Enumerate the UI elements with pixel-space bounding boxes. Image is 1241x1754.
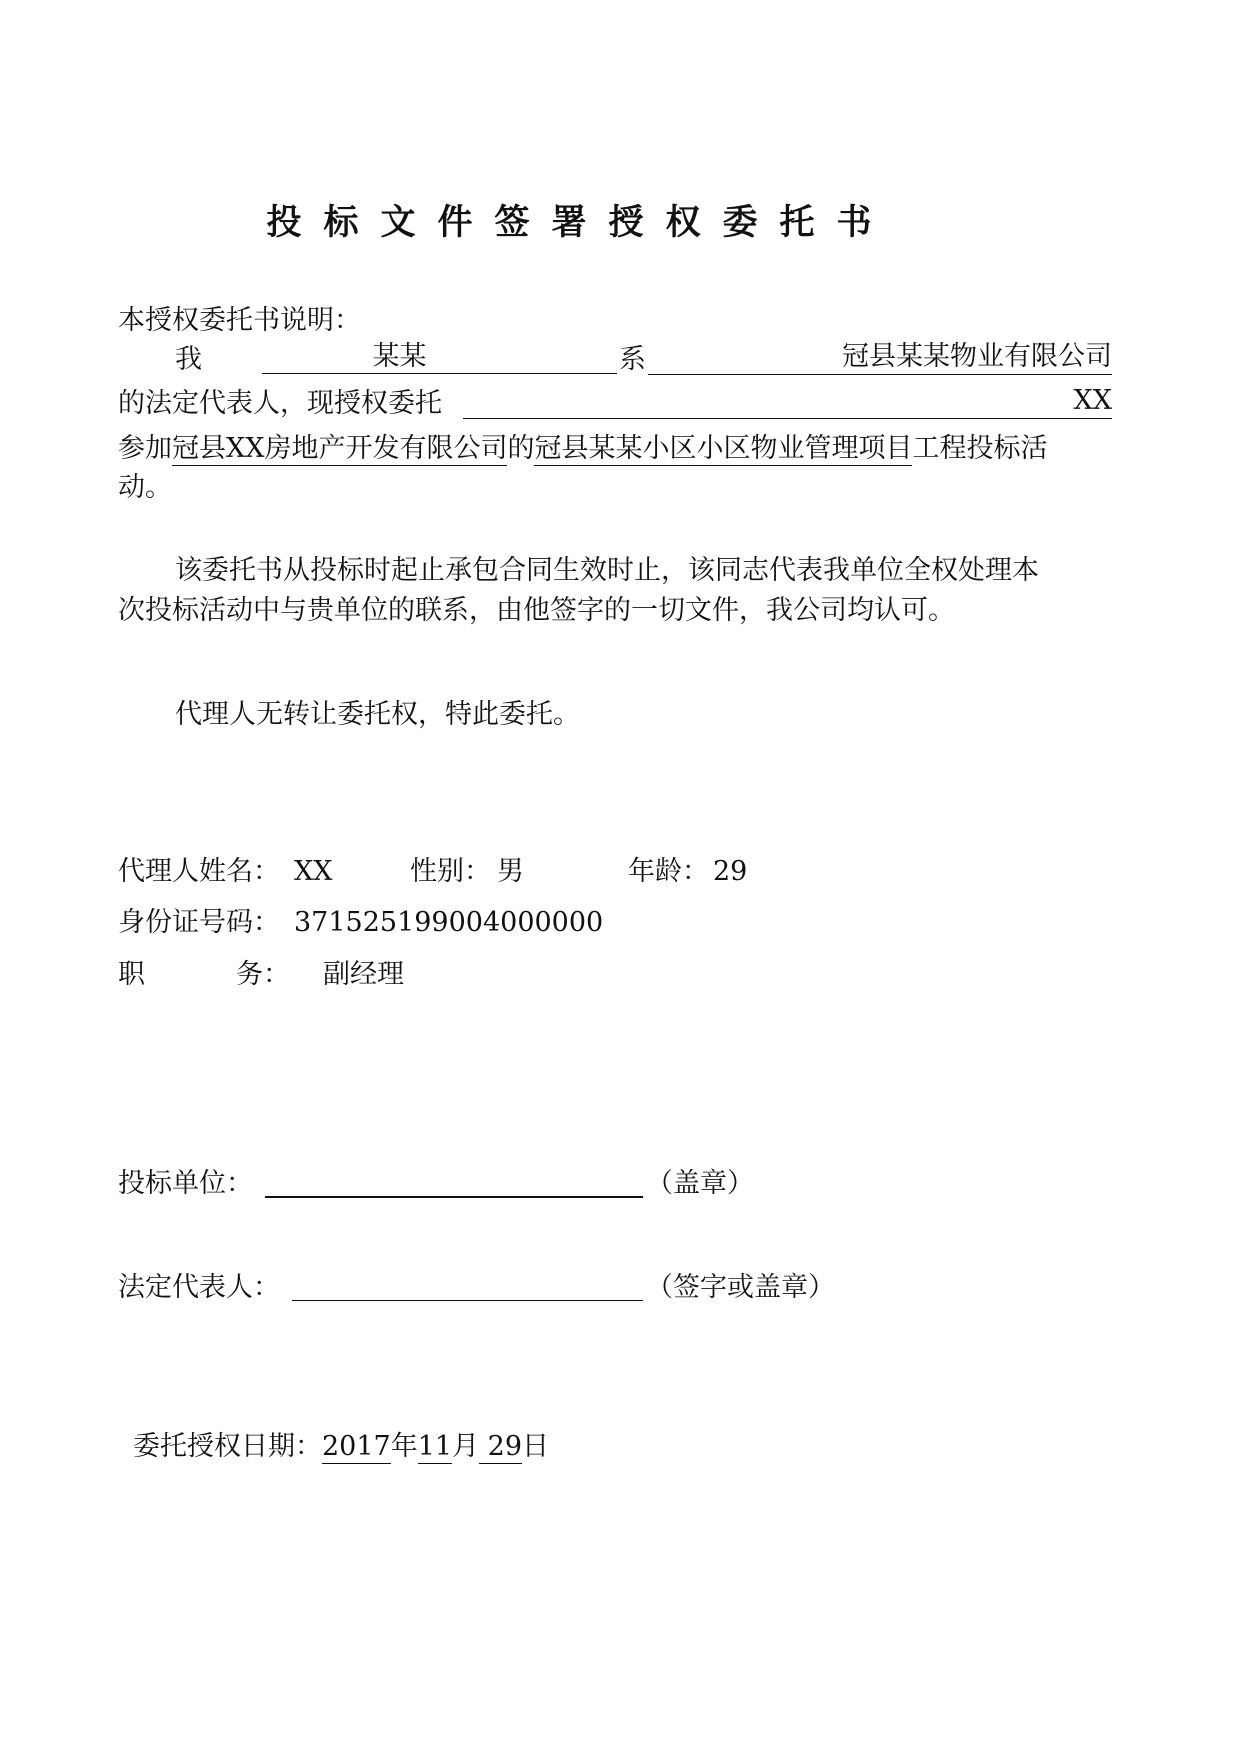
- agent-position-label-1: 职: [118, 959, 145, 990]
- p1-legal-rep-text: 的法定代表人，现授权委托: [118, 388, 442, 419]
- legal-rep-label: 法定代表人：: [118, 1272, 280, 1303]
- p1-line1: [0, 340, 1241, 380]
- p2-line1: 该委托书从投标时起止承包合同生效时止，该同志代表我单位全权处理本: [175, 555, 1039, 586]
- date-day-unit: 日: [522, 1431, 550, 1462]
- bidder-row: [0, 1164, 1241, 1204]
- p1-activity: 工程投标活: [912, 433, 1048, 464]
- agent-id-row: [0, 903, 1241, 943]
- agent-age-label: 年龄：: [628, 856, 709, 887]
- p1-project: 冠县某某小区小区物业管理项目: [534, 433, 913, 464]
- date-month-unit: 月: [452, 1431, 480, 1462]
- agent-id-label: 身份证号码：: [118, 907, 280, 938]
- agent-position-value: 副经理: [323, 959, 404, 990]
- date-row: [133, 1427, 549, 1467]
- p1-de: 的: [507, 433, 535, 464]
- document-title: 投标文件签署授权委托书: [266, 203, 894, 243]
- p1-activity-end: 动。: [118, 472, 172, 503]
- agent-position-row: [0, 955, 1241, 995]
- p3-text: 代理人无转让委托权，特此委托。: [175, 699, 580, 730]
- p1-wo: 我: [175, 344, 202, 375]
- legal-rep-note: （签字或盖章）: [646, 1272, 835, 1303]
- bidder-blank-line: [265, 1170, 643, 1198]
- bidder-note: （盖章）: [646, 1168, 754, 1199]
- legal-rep-row: [0, 1268, 1241, 1308]
- legal-rep-blank-line: [292, 1274, 643, 1301]
- p1-participate: 参加: [118, 433, 172, 464]
- agent-name-value: XX: [294, 856, 333, 887]
- agent-gender-label: 性别：: [410, 856, 491, 887]
- date-year-unit: 年: [390, 1431, 418, 1462]
- agent-gender-value: 男: [497, 856, 524, 887]
- p1-line3: [118, 429, 1047, 469]
- date-year: 2017: [322, 1431, 391, 1462]
- bidder-label: 投标单位：: [118, 1168, 253, 1199]
- intro-label: 本授权委托书说明：: [118, 305, 361, 336]
- agent-position-label-2: 务：: [236, 959, 290, 990]
- agent-name-row: [0, 852, 1241, 892]
- p1-company: 冠县某某物业有限公司: [648, 340, 1112, 375]
- date-month: 11: [417, 1431, 453, 1462]
- p1-xi: 系: [619, 344, 646, 375]
- agent-name-label: 代理人姓名：: [118, 856, 280, 887]
- p1-client: 冠县XX房地产开发有限公司: [172, 433, 508, 464]
- agent-age-value: 29: [713, 856, 748, 887]
- date-label: 委托授权日期：: [133, 1431, 322, 1462]
- p1-person-name: 某某: [262, 340, 617, 374]
- p1-agent: XX: [463, 384, 1112, 419]
- p1-line2: [0, 384, 1241, 424]
- agent-id-value: 371525199004000000: [294, 907, 604, 938]
- date-day: 29: [479, 1431, 523, 1462]
- p2-line2: 次投标活动中与贵单位的联系，由他签字的一切文件，我公司均认可。: [118, 595, 955, 626]
